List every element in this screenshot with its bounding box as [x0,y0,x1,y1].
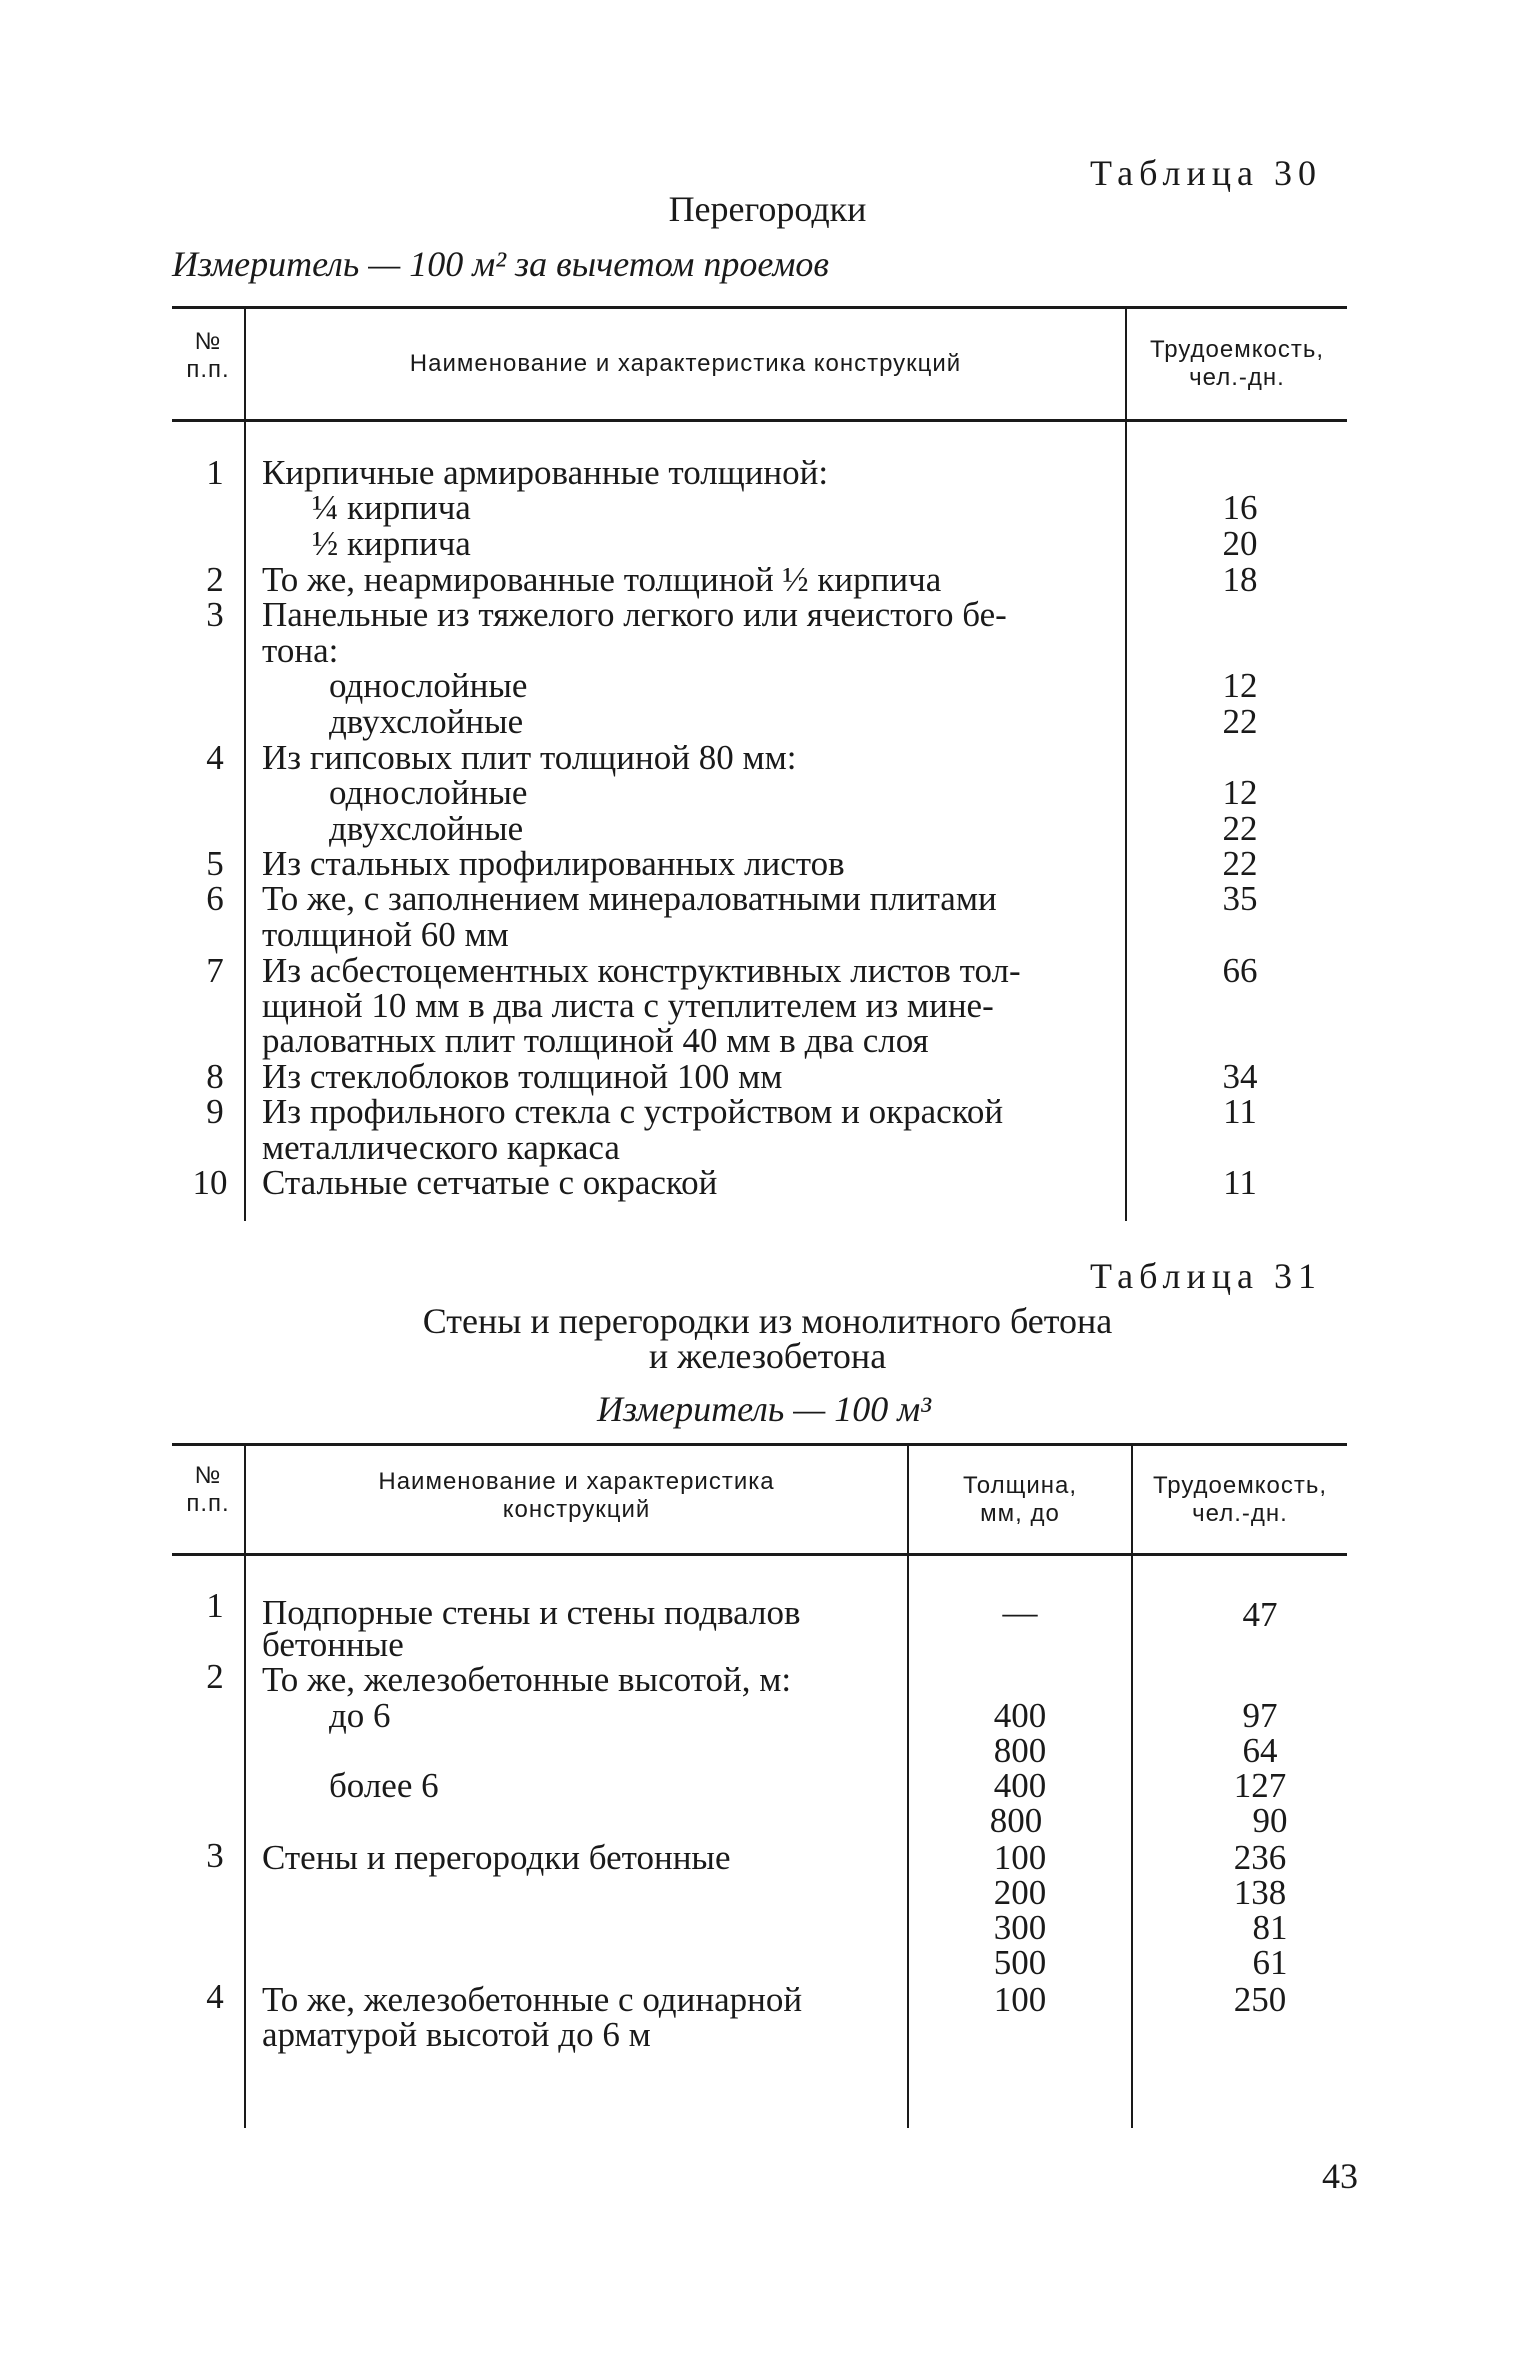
row-number: 1 [206,1586,224,1625]
row-number: 7 [206,951,224,990]
row-number: 2 [206,560,224,599]
row-description: щиной 10 мм в два листа с утеплителем из мине- [262,986,994,1025]
row-description: То же, с заполнением минераловатными плитами [262,879,997,918]
labor-value: 61 [1252,1943,1288,1982]
row-description: двухслойные [329,702,524,741]
row-number: 8 [206,1057,224,1096]
table-30-caption: Таблица 30 [1090,153,1322,193]
labor-value: 20 [1222,524,1258,563]
row-number: 2 [206,1657,224,1696]
labor-value: 64 [1242,1731,1278,1770]
row-number: 5 [206,844,224,883]
page-number: 43 [1322,2156,1358,2196]
labor-value: 11 [1223,1092,1257,1131]
table-31-header-rule [172,1553,1347,1556]
labor-value: 22 [1222,702,1258,741]
labor-value: 18 [1222,560,1258,599]
table-31-header-num: № п.п. [186,1462,230,1517]
thickness-value: 500 [993,1943,1047,1982]
row-description: однослойные [329,666,528,705]
thickness-value: — [1002,1593,1038,1632]
row-number: 3 [206,1836,224,1875]
row-description: тона: [262,631,339,670]
row-description: Подпорные стены и стены подвалов [262,1593,801,1632]
row-description: Стальные сетчатые с окраской [262,1163,718,1202]
row-description: двухслойные [329,809,524,848]
table-31-col-divider-2 [907,1443,909,2128]
table-30-header-rule [172,419,1347,422]
table-31-measure: Измеритель — 100 м³ [597,1389,932,1429]
table-31-header-thickness: Толщина, мм, до [962,1472,1078,1527]
row-description: толщиной 60 мм [262,915,509,954]
row-description: То же, железобетонные с одинарной [262,1980,803,2019]
table-31-header-name: Наименование и характеристика конструкций [378,1468,775,1523]
labor-value: 22 [1222,809,1258,848]
labor-value: 66 [1222,951,1258,990]
table-31-col-divider-1 [244,1443,246,2128]
labor-value: 16 [1222,488,1258,527]
row-description: ¼ кирпича [312,488,471,527]
table-30-col-divider-1 [244,306,246,1221]
row-description: более 6 [329,1766,439,1805]
thickness-value: 400 [993,1696,1047,1735]
row-description: То же, железобетонные высотой, м: [262,1660,792,1699]
row-description: ½ кирпича [312,524,471,563]
table-30-header-num: № п.п. [186,328,230,383]
table-31-caption: Таблица 31 [1090,1256,1322,1296]
thickness-value: 100 [993,1838,1047,1877]
labor-value: 12 [1222,666,1258,705]
table-31-title-line-2: и железобетона [648,1336,887,1376]
row-number: 3 [206,595,224,634]
table-30-title: Перегородки [668,189,867,229]
row-description: Из профильного стекла с устройством и окраской [262,1092,1004,1131]
table-30-col-divider-2 [1125,306,1127,1221]
table-31-header-labor: Трудоемкость, чел.-дн. [1152,1472,1328,1527]
row-description: Из асбестоцементных конструктивных листов тол- [262,951,1021,990]
row-description: Из гипсовых плит толщиной 80 мм: [262,738,797,777]
row-description: Кирпичные армированные толщиной: [262,453,829,492]
labor-value: 236 [1233,1838,1287,1877]
row-number: 10 [192,1163,228,1202]
labor-value: 22 [1222,844,1258,883]
thickness-value: 300 [993,1908,1047,1947]
labor-value: 11 [1223,1163,1257,1202]
labor-value: 34 [1222,1057,1258,1096]
table-30-header-name: Наименование и характеристика конструкций [409,350,962,377]
row-description: Из стальных профилированных листов [262,844,845,883]
row-description: Панельные из тяжелого легкого или ячеистого бе- [262,595,1007,634]
row-description: Стены и перегородки бетонные [262,1838,731,1877]
table-30-header-labor: Трудоемкость, чел.-дн. [1149,336,1325,391]
row-number: 1 [206,453,224,492]
row-description: Из стеклоблоков толщиной 100 мм [262,1057,783,1096]
row-description: То же, неармированные толщиной ½ кирпича [262,560,942,599]
row-description: однослойные [329,773,528,812]
thickness-value: 800 [993,1731,1047,1770]
labor-value: 47 [1242,1595,1278,1634]
row-number: 4 [206,1977,224,2016]
row-number: 6 [206,879,224,918]
row-description: бетонные [262,1625,404,1664]
thickness-value: 100 [993,1980,1047,2019]
row-description: металлического каркаса [262,1128,620,1167]
table-31-top-rule [172,1443,1347,1446]
table-30-measure: Измеритель — 100 м² за вычетом проемов [172,244,830,284]
table-30-top-rule [172,306,1347,309]
row-description: раловатных плит толщиной 40 мм в два слоя [262,1021,929,1060]
table-31-title-line-1: Стены и перегородки из монолитного бетона [422,1301,1113,1341]
labor-value: 90 [1252,1801,1288,1840]
labor-value: 12 [1222,773,1258,812]
labor-value: 138 [1233,1873,1287,1912]
row-number: 4 [206,738,224,777]
row-number: 9 [206,1092,224,1131]
labor-value: 250 [1233,1980,1287,2019]
labor-value: 127 [1233,1766,1287,1805]
row-description: до 6 [329,1696,391,1735]
thickness-value: 400 [993,1766,1047,1805]
row-description: арматурой высотой до 6 м [262,2015,651,2054]
thickness-value: 200 [993,1873,1047,1912]
thickness-value: 800 [989,1801,1043,1840]
table-31-col-divider-3 [1131,1443,1133,2128]
labor-value: 81 [1252,1908,1288,1947]
labor-value: 97 [1242,1696,1278,1735]
labor-value: 35 [1222,879,1258,918]
